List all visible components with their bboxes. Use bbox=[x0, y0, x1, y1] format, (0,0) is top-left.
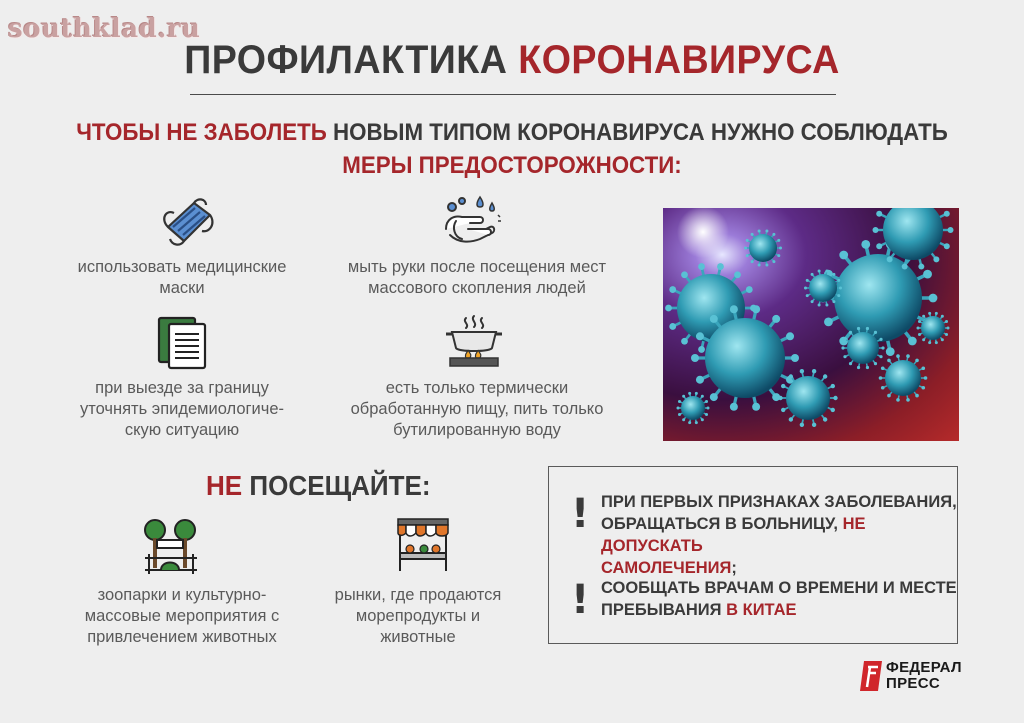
notice-line bbox=[601, 557, 957, 579]
caption-line: бутилированную воду bbox=[393, 421, 561, 439]
medical-mask-icon bbox=[160, 197, 216, 249]
caption-line: животные bbox=[380, 628, 456, 646]
page-title bbox=[31, 38, 994, 83]
market-stall-icon bbox=[394, 515, 452, 573]
avoid-caption-zoo bbox=[50, 585, 314, 648]
avoid-caption-market bbox=[318, 585, 518, 648]
exclamation-icon: ! bbox=[571, 491, 590, 537]
intro-line-1 bbox=[36, 119, 988, 147]
caption-line: массовые мероприятия с bbox=[84, 607, 280, 625]
logo-text bbox=[886, 660, 962, 692]
notice-item-2 bbox=[601, 577, 957, 621]
exclamation-icon: ! bbox=[571, 577, 590, 623]
notice-text-red: САМОЛЕЧЕНИЯ bbox=[601, 559, 732, 577]
notice-box bbox=[548, 466, 958, 644]
notice-line: ПРИ ПЕРВЫХ ПРИЗНАКАХ ЗАБОЛЕВАНИЯ, bbox=[601, 493, 957, 511]
caption-line: обработанную пищу, пить только bbox=[350, 400, 604, 418]
measure-caption-handwashing bbox=[318, 257, 636, 299]
logo-mark-icon bbox=[858, 659, 884, 693]
cooking-pot-icon bbox=[444, 314, 504, 370]
notice-line bbox=[601, 599, 957, 621]
watermark: southklad.ru bbox=[8, 14, 201, 44]
caption-line: использовать медицинские bbox=[77, 258, 287, 276]
measure-caption-travel bbox=[50, 378, 314, 441]
caption-line: скую ситуацию bbox=[124, 421, 240, 439]
title-divider bbox=[190, 94, 836, 95]
coronavirus-image bbox=[663, 208, 959, 441]
intro-highlight: ЧТОБЫ НЕ ЗАБОЛЕТЬ bbox=[76, 119, 327, 146]
documents-icon bbox=[155, 314, 211, 370]
measure-caption-food bbox=[318, 378, 636, 441]
title-part-2: КОРОНАВИРУСА bbox=[518, 38, 840, 82]
caption-line: уточнять эпидемиологиче- bbox=[79, 400, 285, 418]
logo-line: ФЕДЕРАЛ bbox=[886, 659, 962, 676]
notice-line: СООБЩАТЬ ВРАЧАМ О ВРЕМЕНИ И МЕСТЕ bbox=[601, 579, 957, 597]
caption-line: зоопарки и культурно- bbox=[97, 586, 267, 604]
notice-text-dark: ; bbox=[731, 559, 737, 577]
notice-item-1 bbox=[601, 491, 957, 579]
caption-line: морепродукты и bbox=[355, 607, 481, 625]
intro-text: НОВЫМ ТИПОМ КОРОНАВИРУСА НУЖНО СОБЛЮДАТЬ bbox=[333, 119, 948, 146]
intro-line-2: МЕРЫ ПРЕДОСТОРОЖНОСТИ: bbox=[342, 152, 682, 179]
caption-line: маски bbox=[159, 279, 205, 297]
zoo-icon bbox=[141, 518, 201, 576]
title-part-1: ПРОФИЛАКТИКА bbox=[184, 38, 508, 82]
notice-text-red: В КИТАЕ bbox=[726, 601, 797, 619]
notice-text-dark: ОБРАЩАТЬСЯ В БОЛЬНИЦУ, bbox=[601, 515, 838, 533]
caption-line: мыть руки после посещения мест bbox=[347, 258, 607, 276]
notice-text-dark: ПРЕБЫВАНИЯ bbox=[601, 601, 722, 619]
caption-line: рынки, где продаются bbox=[334, 586, 502, 604]
avoid-heading-red: НЕ bbox=[206, 470, 243, 501]
notice-text-red: НЕ ДОПУСКАТЬ bbox=[601, 515, 866, 555]
avoid-heading-dark: ПОСЕЩАЙТЕ: bbox=[249, 470, 431, 501]
measure-caption-masks bbox=[50, 257, 314, 299]
caption-line: есть только термически bbox=[385, 379, 569, 397]
caption-line: массового скопления людей bbox=[368, 279, 586, 297]
caption-line: привлечением животных bbox=[87, 628, 277, 646]
caption-line: при выезде за границу bbox=[95, 379, 269, 397]
avoid-heading bbox=[206, 470, 431, 502]
hand-washing-icon bbox=[440, 193, 504, 249]
logo-line: ПРЕСС bbox=[886, 675, 940, 692]
notice-line bbox=[601, 513, 957, 557]
